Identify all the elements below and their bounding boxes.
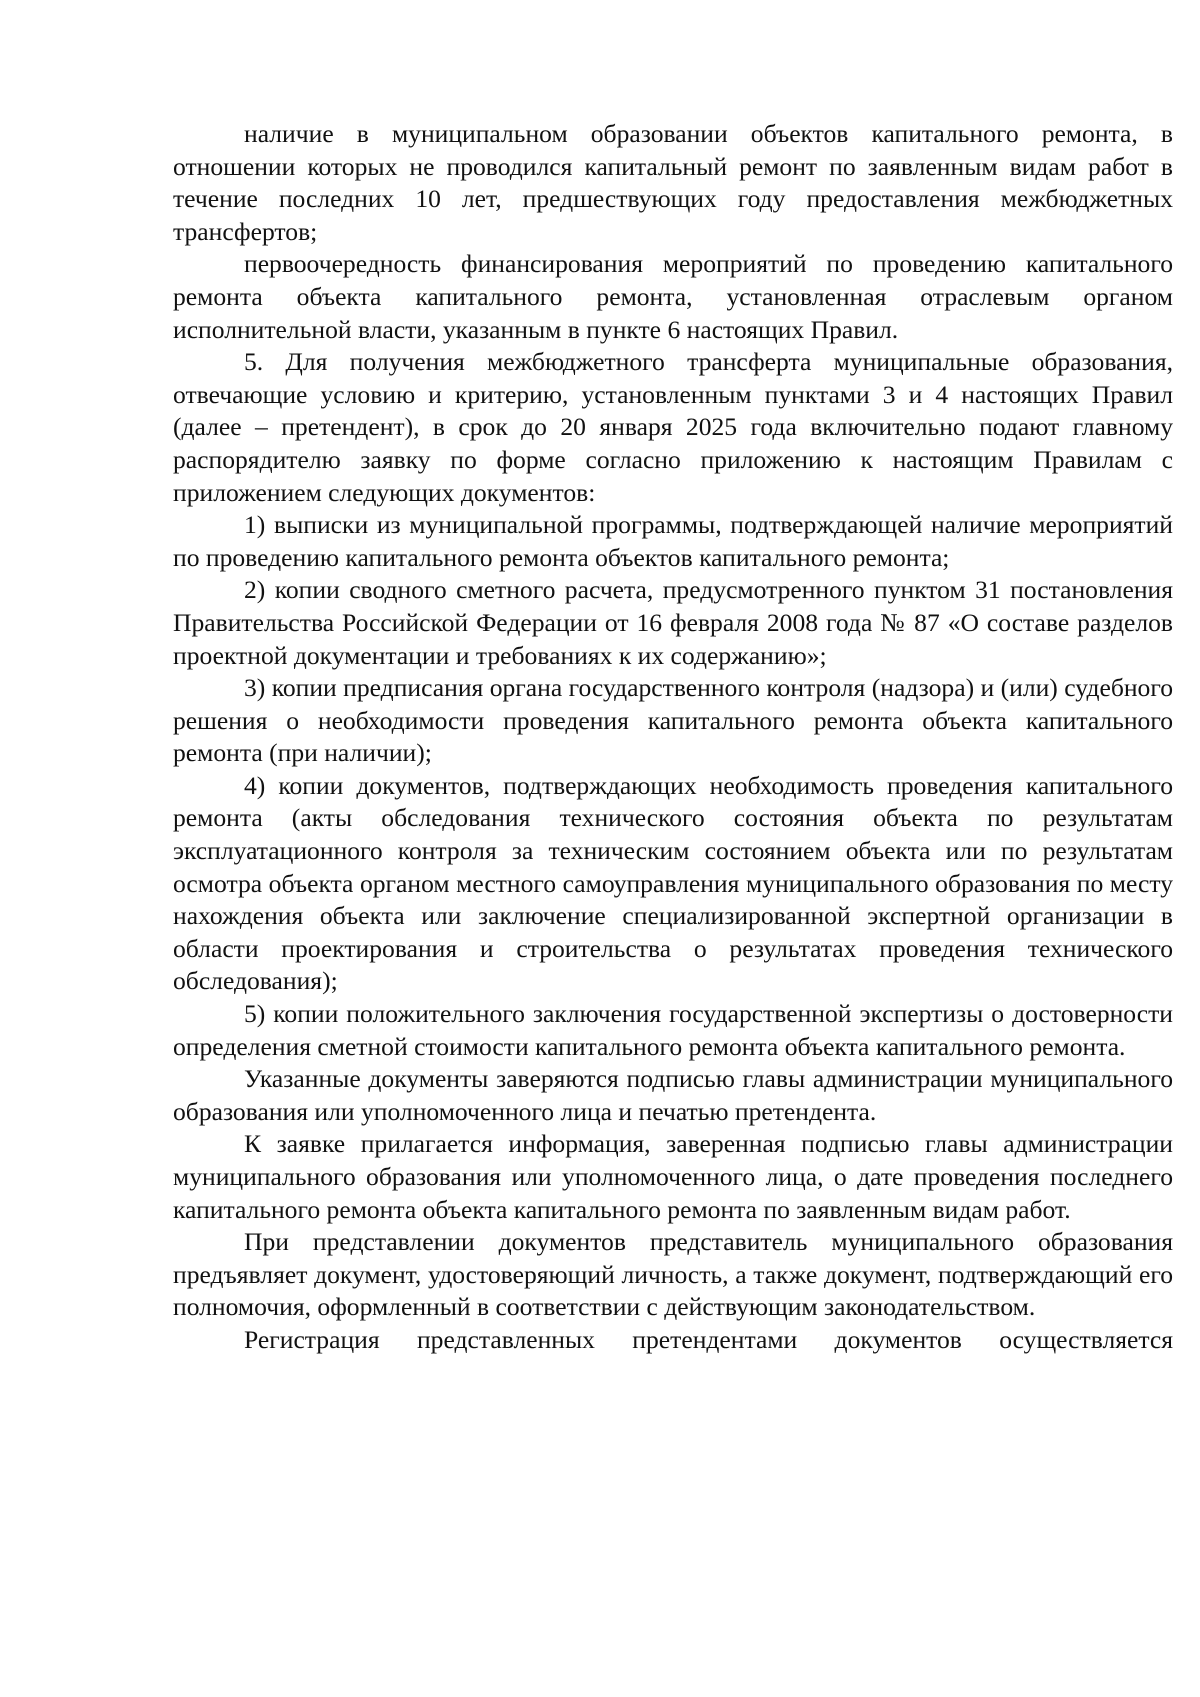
paragraph: При представлении документов представитель муниципального образования предъявляет документ, удостоверяющий личность, а также документ, подтверждающий его полномочия, оформленный в соответствии с действующим законодательством. (173, 1227, 1173, 1322)
list-item: 4) копии документов, подтверждающих необходимость проведения капитального ремонта (акты обследования технического состояния объекта по результатам эксплуатационного контроля за техническим состоянием объекта или по результатам осмотра объекта органом местного самоуправления муниципального образования по месту нахождения объекта или заключение специализированной экспертной организации в области проектирования и строительства о результатах проведения технического обследования); (173, 770, 1173, 996)
paragraph: первоочередность финансирования мероприятий по проведению капитального ремонта объекта капитального ремонта, установленная отраслевым органом исполнительной власти, указанным в пункте 6 настоящих Правил. (173, 249, 1173, 344)
list-item: 3) копии предписания органа государственного контроля (надзора) и (или) судебного решения о необходимости проведения капитального ремонта объекта капитального ремонта (при наличии); (173, 673, 1173, 768)
document-page (173, 118, 1173, 1357)
list-item: 1) выписки из муниципальной программы, подтверждающей наличие мероприятий по проведению капитального ремонта объектов капитального ремонта; (173, 510, 1173, 572)
paragraph: К заявке прилагается информация, заверенная подписью главы администрации муниципального образования или уполномоченного лица, о дате проведения последнего капитального ремонта объекта капитального ремонта по заявленным видам работ. (173, 1129, 1173, 1224)
list-item: 2) копии сводного сметного расчета, предусмотренного пунктом 31 постановления Правительства Российской Федерации от 16 февраля 2008 года № 87 «О составе разделов проектной документации и требованиях к их содержанию»; (173, 575, 1173, 670)
paragraph: наличие в муниципальном образовании объектов капитального ремонта, в отношении которых не проводился капитальный ремонт по заявленным видам работ в течение последних 10 лет, предшествующих году предоставления межбюджетных трансфертов; (173, 119, 1173, 246)
paragraph: 5. Для получения межбюджетного трансферта муниципальные образования, отвечающие условию и критерию, установленным пунктами 3 и 4 настоящих Правил (далее – претендент), в срок до 20 января 2025 года включительно подают главному распорядителю заявку по форме согласно приложению к настоящим Правилам с приложением следующих документов: (173, 347, 1173, 507)
list-item: 5) копии положительного заключения государственной экспертизы о достоверности определения сметной стоимости капитального ремонта объекта капитального ремонта. (173, 999, 1173, 1061)
paragraph: Указанные документы заверяются подписью главы администрации муниципального образования или уполномоченного лица и печатью претендента. (173, 1064, 1173, 1126)
paragraph: Регистрация представленных претендентами документов осуществляется (244, 1324, 1173, 1354)
